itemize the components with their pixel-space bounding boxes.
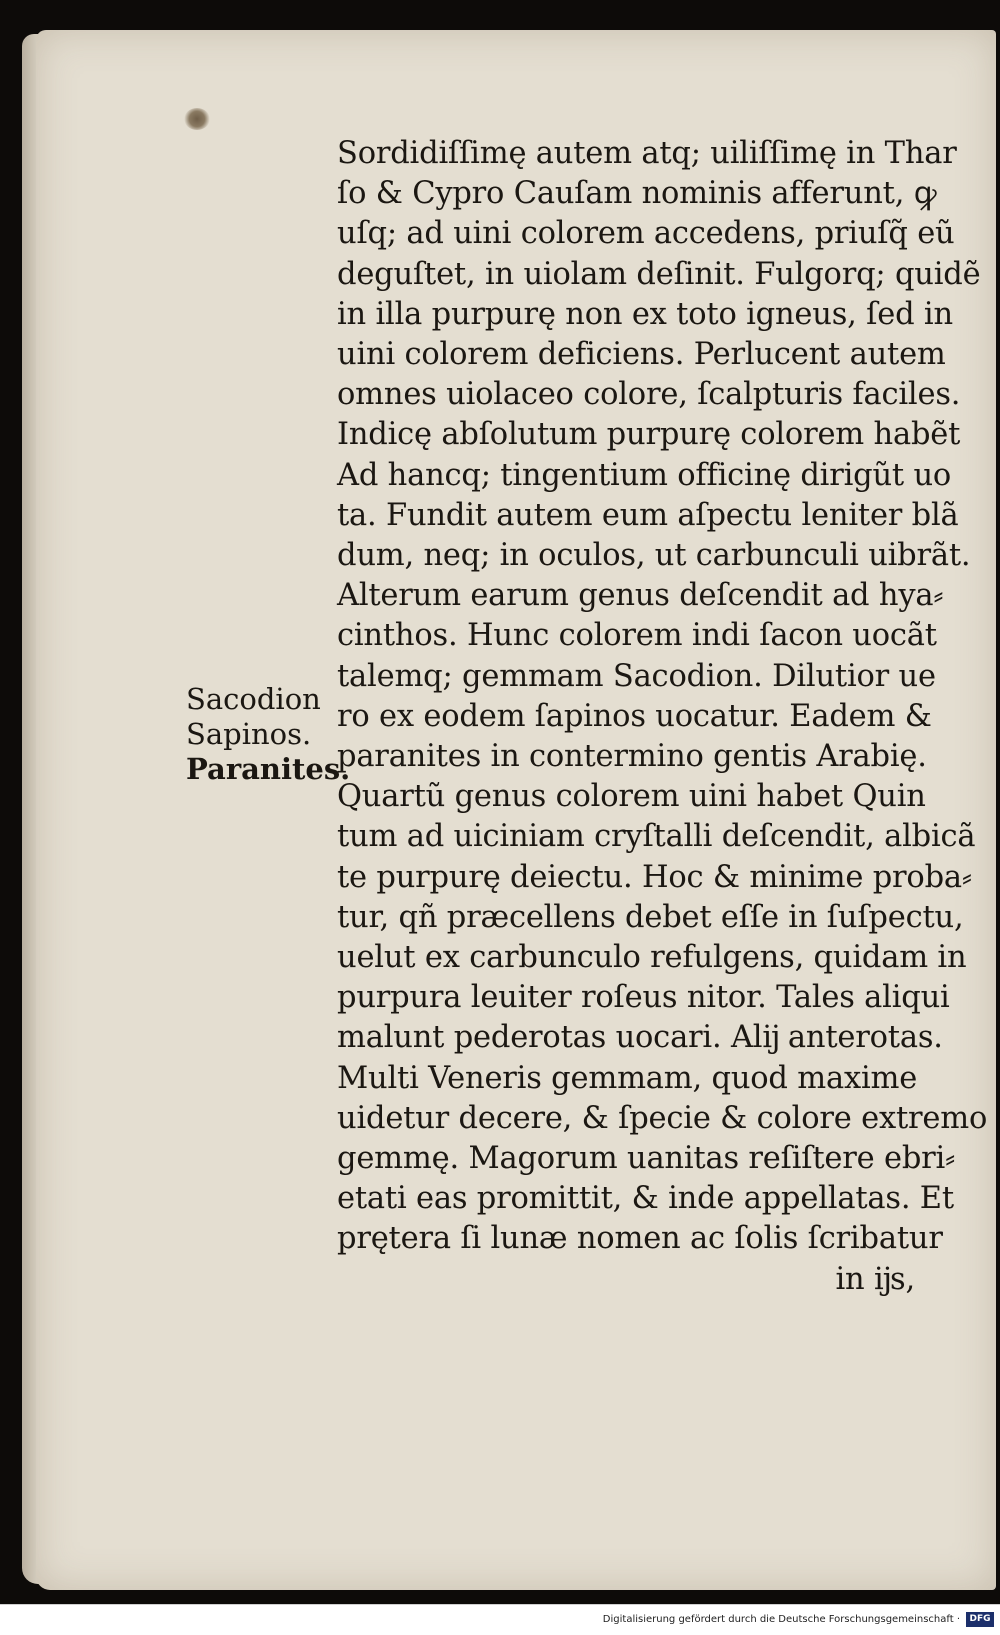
text-line: dum, neq; in oculos, ut carbunculi uibrãt. — [337, 538, 971, 574]
text-line: paranites in contermino gentis Arabię. — [337, 739, 927, 775]
text-line: tur, qñ præcellens debet eſſe in ſuſpectu, — [337, 899, 964, 935]
dfg-logo-icon: DFG — [966, 1612, 994, 1627]
ink-stain — [184, 108, 210, 130]
text-line: cinthos. Hunc colorem indi ſacon uocãt — [337, 618, 937, 654]
text-line: omnes uiolaceo colore, ſcalpturis faciles. — [337, 377, 961, 413]
text-line: talemq; gemmam Sacodion. Dilutior ue — [337, 658, 936, 694]
margin-note-sapinos: Sapinos. — [186, 717, 312, 751]
text-line: gemmę. Magorum uanitas reſiſtere ebri⸗ — [337, 1141, 956, 1177]
text-line: uelut ex carbunculo refulgens, quidam in — [337, 940, 967, 976]
text-line: Sordidiſſimę autem atq; uiliſſimę in Thar — [337, 136, 957, 171]
text-line: in illa purpurę non ex toto igneus, ſed in — [337, 296, 953, 332]
text-line: ta. Fundit autem eum aſpectu leniter blã — [337, 497, 959, 533]
text-line: prętera ſi lunæ nomen ac ſolis ſcribatur — [337, 1221, 943, 1257]
text-line: Multi Veneris gemmam, quod maxime — [337, 1060, 918, 1096]
text-line: Alterum earum genus deſcendit ad hya⸗ — [337, 578, 944, 614]
text-line: uidetur decere, & ſpecie & colore extremo — [337, 1100, 988, 1136]
text-line: malunt pederotas uocari. Alĳ anterotas. — [337, 1020, 943, 1056]
main-text-block — [337, 134, 988, 1300]
text-line: te purpurę deiectu. Hoc & minime proba⸗ — [337, 859, 972, 895]
footer-credit: Digitalisierung gefördert durch die Deutsche Forschungsgemeinschaft · — [602, 1614, 960, 1625]
text-line: deguſtet, in uiolam deſinit. Fulgorq; quidẽ — [337, 256, 981, 292]
text-line: purpura leuiter roſeus nitor. Tales aliqui — [337, 980, 950, 1016]
text-line: Quartũ genus colorem uini habet Quin — [337, 779, 926, 815]
text-line: ſo & Cypro Cauſam nominis afferunt, ꝙ — [337, 176, 937, 212]
text-line: etati eas promittit, & inde appellatas. Et — [337, 1181, 954, 1217]
margin-notes — [186, 682, 351, 787]
text-line: ro ex eodem ſapinos uocatur. Eadem & — [337, 698, 932, 734]
text-line: tum ad uiciniam cryſtalli deſcendit, albicã — [337, 819, 976, 855]
text-line: Ad hancq; tingentium officinę dirigũt uo — [337, 457, 952, 493]
text-line: Indicę abſolutum purpurę colorem habẽt — [337, 417, 961, 453]
text-line: uſq; ad uini colorem accedens, priuſq̃ eũ — [337, 216, 955, 252]
catchword: in ĳs, — [835, 1261, 915, 1297]
margin-note-sacodion: Sacodion — [186, 682, 321, 716]
digitization-footer — [0, 1604, 1000, 1635]
text-line: uini colorem deficiens. Perlucent autem — [337, 337, 946, 373]
margin-note-paranites: Paranites. — [186, 752, 351, 786]
